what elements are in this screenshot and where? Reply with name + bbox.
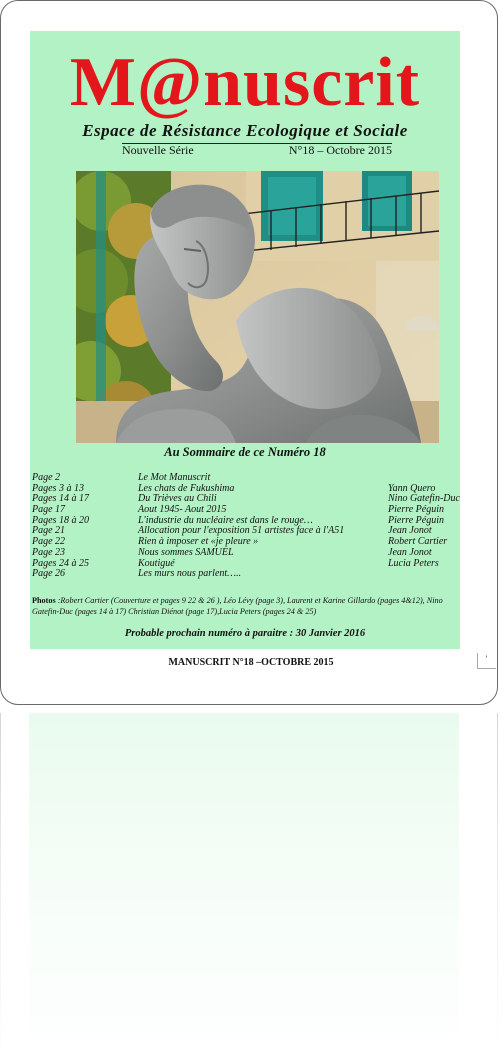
toc-author: Jean Jonot (388, 546, 432, 558)
cover-panel (30, 31, 460, 649)
page-tab-mark: ’ (485, 654, 488, 663)
toc-row (32, 569, 462, 580)
page-footer: MANUSCRIT N°18 –OCTOBRE 2015 (168, 657, 334, 668)
toc-author: Yann Quero (388, 482, 436, 494)
toc-page: Pages 3 à 13 (32, 482, 84, 494)
toc-title: Le Mot Manuscrit (138, 472, 211, 483)
toc-page: Pages 14 à 17 (32, 493, 89, 505)
toc-row (32, 559, 462, 570)
toc-author: Robert Cartier (388, 536, 448, 548)
statue-illustration (76, 171, 439, 443)
next-issue-note: Probable prochain numéro à paraitre : 30 Janvier 2016 (124, 628, 366, 639)
toc-title: Du Trièves au Chili (138, 493, 217, 505)
toc-title: Koutigué (138, 557, 175, 569)
toc-author: Nino Gatefin-Duc (388, 493, 460, 505)
reflection-fade (0, 713, 498, 1061)
toc-row (32, 548, 462, 559)
page-reflection (0, 713, 498, 1061)
toc-title: Rien à imposer et «je pleure » (138, 536, 259, 548)
toc-page: Page 26 (32, 568, 66, 580)
series-label: Nouvelle Série (122, 143, 194, 157)
toc-page: Page 23 (32, 546, 66, 558)
issue-number: N°18 – Octobre 2015 (288, 143, 392, 157)
photo-credits-label: Photos (32, 596, 56, 605)
toc-page: Pages 18 à 20 (32, 514, 89, 526)
toc-title: Les chats de Fukushima (138, 482, 235, 494)
toc-page: Page 21 (32, 525, 66, 537)
summary-title: Au Sommaire de ce Numéro 18 (164, 445, 326, 459)
photo-credits-text: :Robert Cartier (Couverture et pages 9 22 & 26 ), Léo Lévy (page 3), Laurent et Karine Gillardo (pages 4&12), Nino Gatefin-Duc (pages 14 à 17) Christian Diénot (page 17),Lucia Peters (pages 24 & 25) (32, 596, 443, 616)
toc-page: Page 17 (32, 504, 66, 516)
toc-page: Pages 24 à 25 (32, 557, 89, 569)
page-curl-tab[interactable] (477, 653, 496, 669)
toc-author: Pierre Péguin (388, 514, 445, 526)
toc-page: Page 22 (32, 536, 66, 548)
table-of-contents (32, 473, 462, 580)
cover-photo-statue (76, 171, 439, 443)
toc-author: Jean Jonot (388, 525, 432, 537)
issue-line (122, 143, 392, 157)
toc-title: Les murs nous parlent….. (138, 568, 242, 580)
toc-author: Pierre Péguin (388, 504, 445, 516)
toc-page: Page 2 (32, 472, 61, 483)
magazine-title: M@nuscrit (69, 44, 421, 121)
toc-author: Lucia Peters (388, 557, 439, 569)
toc-title: L'industrie du nucléaire est dans le rouge… (138, 514, 313, 526)
toc-title: Allocation pour l'exposition 51 artistes face à l'A51 (138, 525, 345, 537)
toc-title: Aout 1945- Aout 2015 (138, 504, 227, 516)
magazine-tagline: Espace de Résistance Ecologique et Sociale (82, 121, 408, 140)
photo-credits (32, 595, 460, 617)
toc-title: Nous sommes SAMUEL (138, 546, 234, 558)
